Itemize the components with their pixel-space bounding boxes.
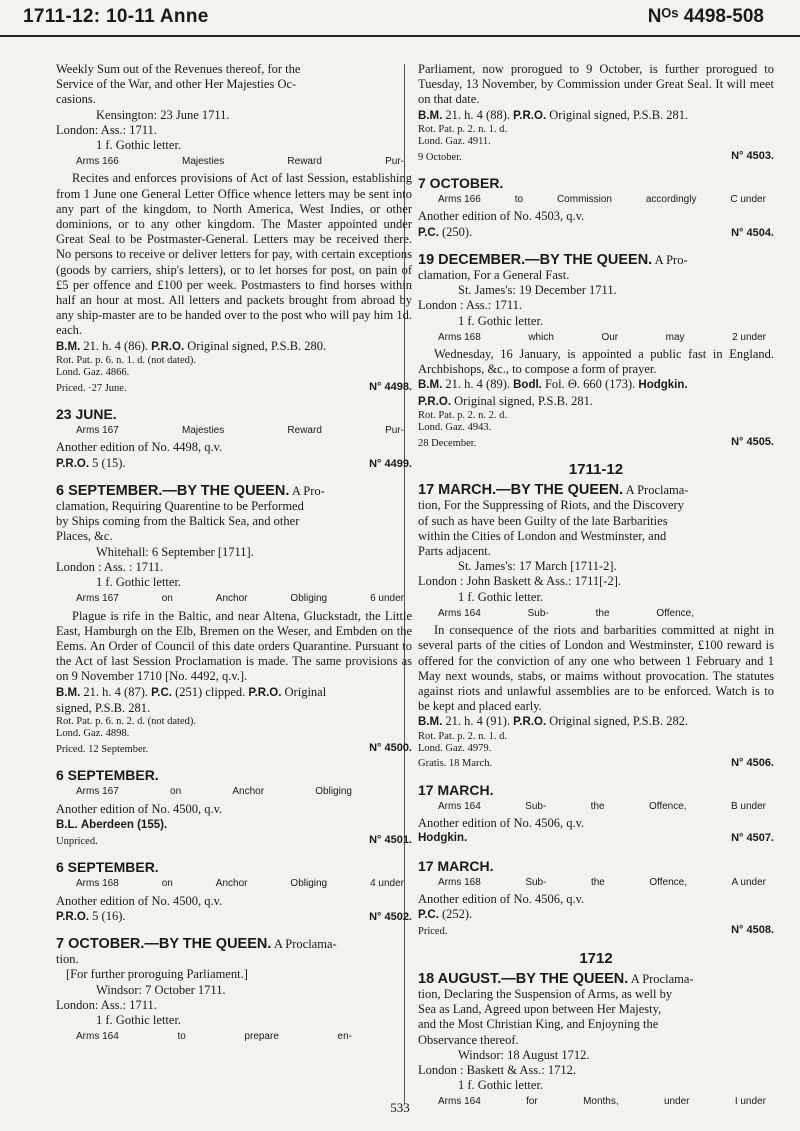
entry-meta (418, 435, 774, 450)
entry-4502 (56, 860, 412, 925)
entry-text: Another edition of No. 4506, q.v. (418, 816, 585, 831)
arms-word: Arms 166 (76, 156, 119, 168)
entry-text: A Pro- (291, 483, 325, 498)
loc-label: P.R.O. (56, 910, 90, 923)
entry-text: by Ships coming from the Baltick Sea, and other (56, 514, 300, 529)
arms-word: Pur- (385, 156, 404, 168)
arms-word: Majesties (181, 425, 225, 437)
entry-priced: Priced. (418, 926, 448, 938)
arms-word: Obliging (290, 593, 328, 605)
entry-4505 (418, 253, 774, 450)
arms-line (56, 423, 412, 438)
loc-value: Original signed, P.S.B. 281. (454, 393, 594, 408)
arms-word: 6 under (370, 593, 404, 605)
entry-imprint: London : Ass.: 1711. (418, 298, 523, 313)
entry-title: 6 SEPTEMBER. (56, 859, 159, 876)
entry-meta (418, 923, 774, 938)
entry-4506 (418, 483, 774, 770)
entry-gazette: Lond. Gaz. 4943. (418, 422, 492, 434)
entry-imprint: London: Ass.: 1711. (56, 122, 157, 137)
arms-line (418, 799, 774, 814)
arms-line (418, 192, 774, 207)
entry-number: N° 4502. (369, 910, 412, 923)
entry-format: 1 f. Gothic letter. (96, 1012, 182, 1027)
loc-value: Original (284, 684, 327, 699)
loc-label: Hodgkin. (418, 832, 468, 845)
arms-line (56, 591, 412, 606)
loc-label: P.C. (418, 226, 439, 239)
entry-meta (56, 909, 412, 925)
loc-value: Original signed, P.S.B. 280. (187, 338, 327, 353)
loc-label: P.R.O. (56, 457, 90, 470)
entry-text: of such as have been Guilty of the late Barbarities (418, 513, 668, 528)
loc-label: B.L. (56, 818, 78, 831)
entry-description: Wednesday, 16 January, is appointed a public fast in England. Archbishops, &c., to compose a form of prayer. (418, 347, 774, 377)
arms-word: Arms 168 (76, 878, 119, 890)
entry-title: 23 JUNE. (56, 406, 117, 423)
entry-number: N° 4503. (731, 149, 774, 162)
entry-meta (418, 831, 774, 846)
entry-priced: Gratis. 18 March. (418, 758, 493, 770)
entry-text: clamation, Requiring Quarentine to be Performed (56, 499, 304, 514)
loc-value: Original signed, P.S.B. 281. (549, 107, 689, 122)
arms-word: may (665, 331, 685, 343)
arms-word: Reward (287, 425, 322, 437)
entry-text: casions. (56, 92, 96, 107)
entry-number: N° 4507. (731, 832, 774, 845)
arms-line (56, 154, 412, 169)
entry-description: Parliament, now prorogued to 9 October, is further prorogued to Tuesday, 13 November, by Commission under Great Seal. It will meet on that date. (418, 62, 774, 107)
arms-word: Majesties (181, 156, 225, 168)
arms-word: the (590, 876, 605, 888)
entry-title: 19 DECEMBER.—BY THE QUEEN. (418, 251, 653, 268)
entry-rot: Rot. Pat. p. 6. n. 2. d. (not dated). (56, 715, 196, 727)
entry-text: Parts adjacent. (418, 544, 491, 559)
arms-word: prepare (244, 1031, 279, 1043)
entry-text: Another edition of No. 4503, q.v. (418, 209, 585, 224)
entry-heading (418, 253, 774, 268)
entry-text: clamation, For a General Fast. (418, 268, 570, 283)
arms-word: which (528, 331, 554, 343)
loc-label: P.R.O. (513, 109, 547, 122)
arms-word: Months, (583, 1096, 619, 1108)
arms-word: to (514, 194, 524, 206)
loc-label: B.M. (56, 686, 81, 699)
arms-word: en- (337, 1031, 352, 1043)
arms-word: Arms 168 (438, 331, 481, 343)
entry-4498 (56, 62, 412, 395)
entry-meta (418, 225, 774, 241)
entry-locations (56, 685, 412, 701)
entry-text: tion, For the Suppressing of Riots, and the Discovery (418, 498, 684, 513)
entry-4503-end (418, 62, 774, 164)
loc-value: 21. h. 4 (89). (445, 377, 510, 392)
arms-word: C under (730, 194, 766, 206)
entry-place: Windsor: 18 August 1712. (458, 1047, 590, 1062)
loc-label: P.R.O. (248, 686, 282, 699)
entry-rot: Rot. Pat. p. 2. n. 1. d. (418, 730, 507, 742)
entry-4499 (56, 407, 412, 472)
entry-text: Weekly Sum out of the Revenues thereof, for the (56, 62, 301, 76)
entry-number: N° 4500. (369, 741, 412, 754)
arms-word: Anchor (215, 878, 248, 890)
arms-word: Obliging (315, 786, 352, 798)
entry-locations (56, 817, 412, 833)
left-column (56, 62, 412, 1056)
entry-text: Sea as Land, Agreed upon between Her Majesty, (418, 1002, 662, 1017)
entry-title: 18 AUGUST.—BY THE QUEEN. (418, 970, 629, 987)
entry-title: 17 MARCH. (418, 781, 494, 798)
arms-word: Arms 167 (76, 593, 119, 605)
entry-text: A Pro- (654, 252, 688, 267)
arms-line (56, 876, 412, 891)
arms-word: Offence, (649, 876, 687, 888)
entry-rot: Rot. Pat. p. 6. n. 1. d. (not dated). (56, 354, 196, 366)
entry-locations (56, 456, 125, 472)
entry-number: N° 4498. (369, 380, 412, 393)
arms-word: 4 under (370, 878, 404, 890)
arms-word: Sub- (525, 876, 547, 888)
entry-locations (418, 225, 472, 241)
entry-priced: 28 December. (418, 437, 477, 449)
year-heading: 1712 (579, 949, 613, 967)
entry-format: 1 f. Gothic letter. (458, 1078, 544, 1093)
entry-4504 (418, 176, 774, 241)
running-head-left: 1711-12: 10-11 Anne (23, 6, 209, 27)
arms-word: Obliging (290, 878, 328, 890)
entry-priced: 9 October. (418, 151, 462, 163)
page-header (0, 0, 800, 38)
loc-label: B.M. (56, 340, 81, 353)
arms-line (56, 1029, 412, 1044)
entry-description: Plague is rife in the Baltic, and near Altena, Gluckstadt, the Little East, Hamburgh on the Elb, Bremen on the Weser, and Embden on the Eems. An Order of Council of this date orders Quarantine. Pursuant to the Act of last Session Proclamation is made. The same provisions as on 9 November 1710 [No. 4492, q.v.]. (56, 608, 412, 684)
entry-text: and the Most Christian King, and Enjoyning the (418, 1017, 659, 1032)
entry-number: N° 4508. (731, 924, 774, 937)
arms-word: Arms 168 (438, 876, 481, 888)
arms-word: Arms 167 (76, 786, 119, 798)
entry-place: St. James's: 19 December 1711. (458, 283, 617, 298)
entry-4503-start (56, 937, 412, 1044)
entry-4500 (56, 484, 412, 756)
entry-rot: Rot. Pat. p. 2. n. 1. d. (418, 123, 507, 135)
arms-word: Our (601, 331, 619, 343)
year-heading: 1711-12 (568, 461, 624, 479)
entry-4509-start (418, 972, 774, 1110)
entry-heading (56, 937, 412, 952)
loc-label: Bodl. (513, 379, 542, 392)
entry-locations (418, 714, 774, 730)
entry-4501 (56, 768, 412, 848)
entry-meta (56, 833, 412, 848)
loc-label: P.R.O. (151, 340, 185, 353)
loc-label: B.M. (418, 109, 443, 122)
loc-value: 21. h. 4 (86). (83, 338, 148, 353)
entry-meta (56, 741, 412, 756)
entry-text: Another edition of No. 4506, q.v. (418, 891, 585, 906)
loc-value: (251) clipped. (175, 684, 246, 699)
arms-word: I under (734, 1096, 766, 1108)
entry-text: Places, &c. (56, 529, 113, 544)
arms-word: for (526, 1096, 538, 1108)
arms-line (418, 875, 774, 890)
arms-word: B under (730, 800, 766, 812)
arms-word: accordingly (645, 194, 697, 206)
entry-meta (56, 380, 412, 395)
entry-heading (418, 972, 774, 987)
entry-text: [For further proroguing Parliament.] (66, 967, 248, 982)
entry-gazette: Lond. Gaz. 4979. (418, 743, 492, 755)
entry-description: In consequence of the riots and barbarities committed at night in several parts of the cities of London and Westminster, £100 reward is offered for the conviction of any one who between 1 February and 1 May next wounds, stabs, or maims without provocation. The statutes against riots and unlawful assemblies are to be enforced. Watch is to be kept and placed early. (418, 623, 774, 714)
entry-text: A Proclama- (273, 936, 337, 951)
loc-value: (250). (442, 224, 473, 239)
entry-4508 (418, 859, 774, 939)
loc-label: P.R.O. (513, 716, 547, 729)
entry-number: N° 4506. (731, 756, 774, 769)
arms-word: Arms 164 (438, 800, 481, 812)
running-head-right: Nᴼˢ 4498-508 (647, 6, 764, 27)
entry-gazette: Lond. Gaz. 4911. (418, 136, 491, 148)
entry-text: signed, P.S.B. 281. (56, 700, 151, 715)
entry-locations (418, 907, 774, 923)
entry-format: 1 f. Gothic letter. (96, 575, 182, 590)
entry-number: N° 4504. (731, 226, 774, 239)
arms-word: Offence, (656, 607, 694, 619)
entry-text: A Proclama- (625, 483, 689, 498)
entry-number: N° 4505. (731, 435, 774, 448)
arms-word: on (161, 878, 173, 890)
loc-value: 5 (16). (92, 908, 126, 923)
loc-label: P.C. (418, 909, 439, 922)
entry-rot: Rot. Pat. p. 2. n. 2. d. (418, 409, 507, 421)
entry-heading (418, 483, 774, 498)
arms-word: Offence, (648, 800, 687, 812)
header-rule (0, 35, 800, 37)
arms-word: Arms 164 (438, 607, 481, 619)
entry-text: tion. (56, 952, 79, 967)
entry-priced: Priced. ·27 June. (56, 382, 127, 394)
entry-meta (56, 456, 412, 472)
entry-locations (418, 394, 774, 410)
entry-title: 7 OCTOBER.—BY THE QUEEN. (56, 935, 272, 952)
arms-word: Reward (287, 156, 322, 168)
entry-gazette: Lond. Gaz. 4866. (56, 367, 130, 379)
arms-word: the (595, 607, 610, 619)
loc-label: P.C. (151, 686, 172, 699)
loc-value: 5 (15). (92, 455, 126, 470)
entry-meta (418, 756, 774, 771)
arms-word: Anchor (215, 593, 248, 605)
arms-word: Sub- (525, 800, 547, 812)
entry-text: tion, Declaring the Suspension of Arms, as well by (418, 986, 673, 1001)
arms-line (418, 330, 774, 345)
arms-word: Sub- (527, 607, 549, 619)
entry-priced: Unpriced. (56, 835, 98, 847)
arms-word: Anchor (232, 786, 265, 798)
entry-place: Whitehall: 6 September [1711]. (96, 544, 254, 559)
entry-text: Another edition of No. 4498, q.v. (56, 440, 223, 455)
entry-imprint: London : Baskett & Ass.: 1712. (418, 1062, 576, 1077)
entry-format: 1 f. Gothic letter. (458, 589, 544, 604)
loc-value: Aberdeen (155). (80, 818, 168, 831)
loc-label: B.M. (418, 379, 443, 392)
entry-title: 7 OCTOBER. (418, 175, 504, 192)
entry-format: 1 f. Gothic letter. (458, 313, 544, 328)
arms-word: under (663, 1096, 690, 1108)
entry-place: Kensington: 23 June 1711. (96, 107, 230, 122)
loc-value: (252). (442, 907, 473, 922)
arms-word: Pur- (385, 425, 404, 437)
loc-value: 21. h. 4 (91). (445, 714, 510, 729)
entry-number: N° 4501. (369, 833, 412, 846)
entry-text: within the Cities of London and Westminster, and (418, 528, 667, 543)
entry-text: A Proclama- (630, 971, 694, 986)
entry-format: 1 f. Gothic letter. (96, 138, 182, 153)
entry-4507 (418, 783, 774, 847)
loc-value: Original signed, P.S.B. 282. (549, 714, 689, 729)
loc-value: 21. h. 4 (88). (445, 107, 510, 122)
entry-text: Another edition of No. 4500, q.v. (56, 801, 223, 816)
entry-imprint: London: Ass.: 1711. (56, 997, 157, 1012)
arms-word: A under (731, 876, 766, 888)
entry-gazette: Lond. Gaz. 4898. (56, 728, 130, 740)
entry-locations (56, 909, 125, 925)
arms-word: to (177, 1031, 186, 1043)
arms-word: on (161, 593, 173, 605)
arms-word: 2 under (732, 331, 766, 343)
loc-label: B.M. (418, 716, 443, 729)
entry-title: 17 MARCH.—BY THE QUEEN. (418, 482, 624, 499)
right-column (418, 62, 774, 1122)
entry-locations (418, 377, 774, 393)
entry-text: Another edition of No. 4500, q.v. (56, 893, 223, 908)
arms-word: the (590, 800, 605, 812)
arms-word: Arms 164 (76, 1031, 119, 1043)
entry-priced: Priced. 12 September. (56, 743, 149, 755)
entry-title: 17 MARCH. (418, 857, 494, 874)
entry-locations (418, 108, 774, 124)
arms-word: Arms 167 (76, 425, 119, 437)
entry-heading (56, 484, 412, 499)
entry-imprint: London : John Baskett & Ass.: 1711[-2]. (418, 574, 622, 589)
entry-locations (56, 339, 412, 355)
arms-line (56, 784, 412, 799)
entry-text: Observance thereof. (418, 1032, 519, 1047)
loc-label: Hodgkin. (638, 379, 688, 392)
arms-line (418, 606, 774, 621)
arms-word: on (170, 786, 182, 798)
page-number: 533 (390, 1100, 410, 1115)
entry-place: Windsor: 7 October 1711. (96, 982, 226, 997)
arms-word: Arms 166 (438, 194, 481, 206)
arms-word: Arms 164 (438, 1096, 481, 1108)
entry-meta (418, 149, 774, 164)
loc-value: 21. h. 4 (87). (83, 684, 148, 699)
loc-value: Fol. Θ. 660 (173). (544, 377, 636, 392)
entry-title: 6 SEPTEMBER.—BY THE QUEEN. (56, 482, 290, 499)
entry-text: Service of the War, and other Her Majesties Oc- (56, 77, 297, 92)
entry-imprint: London : Ass. : 1711. (56, 559, 164, 574)
loc-label: P.R.O. (418, 395, 452, 408)
entry-description: Recites and enforces provisions of Act of last Session, establishing from 1 June one General Letter Office whence letters may be sent into any part of the kingdom, to North America, West Indies, or other dominions, or to any other kingdom. The Master appointed under Great Seal to be Postmaster-General. Letters may be received there. No persons to receive or deliver letters for pay, with certain exceptions (goods by carriers, ship's letters), or to let horses for post, on pain of £5 per offence and £100 per week. Postmasters to find horses within half an hour at most. All letters and packets brought from abroad by any ship-master are to be handed over to the post who will pay him 1d. each. (56, 171, 412, 338)
entry-number: N° 4499. (369, 457, 412, 470)
arms-word: Commission (556, 194, 612, 206)
entry-place: St. James's: 17 March [1711-2]. (458, 559, 617, 574)
entry-title: 6 SEPTEMBER. (56, 767, 159, 784)
